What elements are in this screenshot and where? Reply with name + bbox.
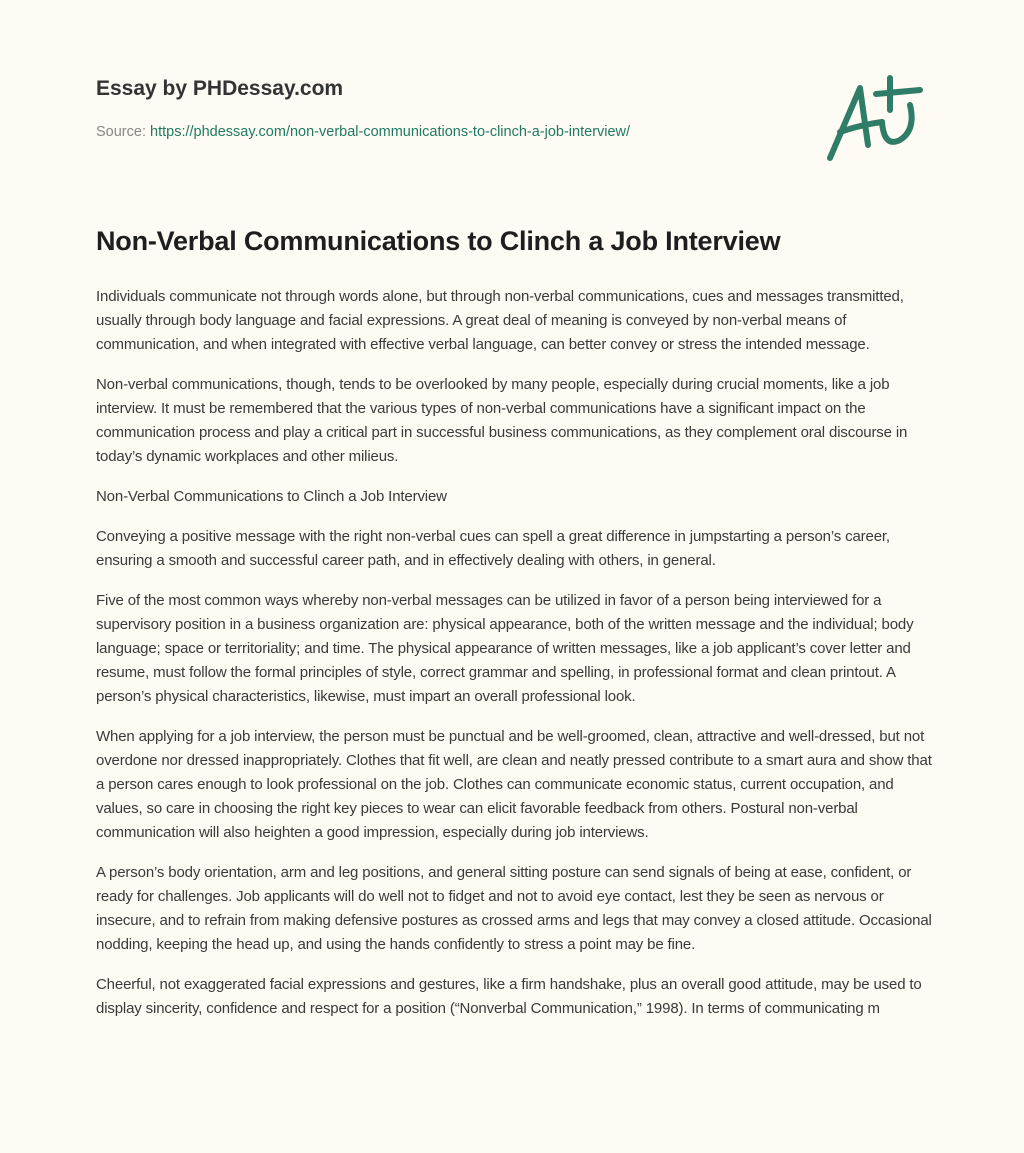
paragraph: Non-verbal communications, though, tends to be overlooked by many people, especially during crucial moments, like a job interview. It must be remembered that the various types of non-verbal communications have a significant impact on the communication process and play a critical part in successful business communications, as they complement oral discourse in today’s dynamic workplaces and other milieus. — [96, 376, 908, 465]
brand-title: Essay by PHDessay.com — [96, 77, 344, 100]
paragraph: Five of the most common ways whereby non-verbal messages can be utilized in favor of a person being interviewed for a supervisory position in a business organization are: physical appearance, both of the written message and the individual; body language; space or territoriality; and time. The physical appearance of written messages, like a job applicant’s cover letter and resume, must follow the formal principles of style, correct grammar and spelling, in professional format and clean printout. A person’s physical characteristics, likewise, must impart an overall professional look. — [96, 592, 914, 705]
a-plus-logo — [820, 70, 930, 170]
source-link[interactable]: https://phdessay.com/non-verbal-communications-to-clinch-a-job-interview/ — [150, 124, 631, 140]
paragraph: Individuals communicate not through words alone, but through non-verbal communications, cues and messages transmitted, usually through body language and facial expressions. A great deal of meaning is conveyed by non-verbal means of communication, and when integrated with effective verbal language, can better convey or stress the intended message. — [96, 288, 904, 353]
article-body — [96, 285, 932, 1037]
source-label: Source: — [96, 124, 146, 140]
source-line — [96, 124, 630, 140]
subheading: Non-Verbal Communications to Clinch a Job Interview — [96, 488, 447, 505]
paragraph: Cheerful, not exaggerated facial expressions and gestures, like a firm handshake, plus an overall good attitude, may be used to display sincerity, confidence and respect for a position (“Nonverbal Communication,” 1998). In terms of communicating m — [96, 976, 922, 1017]
paragraph: When applying for a job interview, the person must be punctual and be well-groomed, clean, attractive and well-dressed, but not overdone nor dressed inappropriately. Clothes that fit well, are clean and neatly pressed contribute to a smart aura and show that a person cares enough to look professional on the job. Clothes can communicate economic status, current occupation, and values, so care in choosing the right key pieces to wear can elicit favorable feedback from others. Postural non-verbal communication will also heighten a good impression, especially during job interviews. — [96, 728, 932, 841]
paragraph: Conveying a positive message with the right non-verbal cues can spell a great difference in jumpstarting a person’s career, ensuring a smooth and successful career path, and in effectively dealing with others, in general. — [96, 528, 890, 569]
page-title: Non-Verbal Communications to Clinch a Job Interview — [96, 226, 781, 256]
paragraph: A person’s body orientation, arm and leg positions, and general sitting posture can send signals of being at ease, confident, or ready for challenges. Job applicants will do well not to fidget and not to avoid eye contact, lest they be seen as nervous or insecure, and to refrain from making defensive postures as crossed arms and legs that may convey a closed attitude. Occasional nodding, keeping the head up, and using the hands confidently to stress a point may be fine. — [96, 864, 932, 953]
